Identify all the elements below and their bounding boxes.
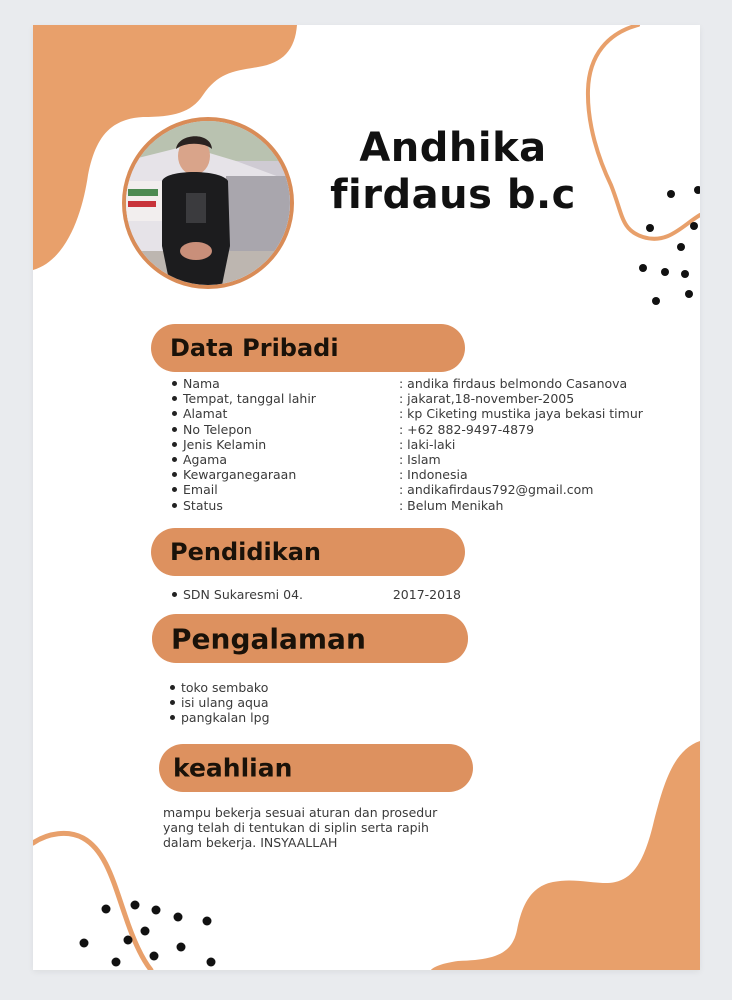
table-row	[171, 391, 643, 406]
row-value: : jakarat,18-november-2005	[399, 391, 575, 407]
row-label: No Telepon	[171, 422, 399, 437]
row-value: : Indonesia	[399, 467, 468, 483]
skills-line: dalam bekerja. INSYAALLAH	[163, 835, 338, 851]
row-value: : Belum Menikah	[399, 497, 504, 513]
section-title-skills: keahlian	[173, 753, 293, 783]
section-header-experience	[152, 614, 468, 663]
experience-list	[169, 680, 270, 726]
row-label: Agama	[171, 452, 399, 467]
table-row	[171, 406, 643, 421]
skills-description	[163, 805, 437, 851]
table-row	[171, 452, 643, 467]
row-label: Status	[171, 498, 399, 513]
skills-line: yang telah di tentukan di siplin serta rapih	[163, 820, 429, 836]
list-item: toko sembako	[169, 680, 270, 695]
section-title-personal: Data Pribadi	[170, 334, 339, 362]
row-label: Jenis Kelamin	[171, 437, 399, 452]
school-name: SDN Sukaresmi 04.	[183, 587, 303, 602]
list-item: pangkalan lpg	[169, 710, 270, 725]
candidate-name	[313, 125, 593, 219]
skills-line: mampu bekerja sesuai aturan dan prosedur	[163, 805, 438, 820]
row-value: : Islam	[399, 451, 441, 467]
row-value: : andikafirdaus792@gmail.com	[399, 482, 594, 498]
bottom-left-dots	[80, 901, 216, 967]
section-title-experience: Pengalaman	[171, 622, 366, 655]
row-label: Kewarganegaraan	[171, 467, 399, 482]
row-value: : andika firdaus belmondo Casanova	[399, 376, 628, 391]
row-label: Nama	[171, 376, 399, 391]
name-line-1: Andhika	[359, 125, 547, 171]
list-item: isi ulang aqua	[169, 695, 270, 710]
profile-photo	[122, 117, 294, 289]
list-item	[171, 587, 461, 602]
section-header-education	[151, 528, 465, 576]
row-value: : +62 882-9497-4879	[399, 421, 535, 437]
education-list	[171, 587, 461, 602]
top-right-outline-curve	[588, 25, 700, 239]
table-row	[171, 467, 643, 482]
person-photo-illustration	[126, 121, 290, 285]
table-row	[171, 437, 643, 452]
row-value: : laki-laki	[399, 436, 456, 452]
row-label: Email	[171, 482, 399, 497]
name-line-2: firdaus b.c	[330, 172, 576, 218]
table-row	[171, 422, 643, 437]
top-right-dots	[639, 186, 700, 305]
section-title-education: Pendidikan	[170, 538, 322, 566]
school-years: 2017-2018	[392, 587, 461, 602]
row-label: Tempat, tanggal lahir	[171, 391, 399, 406]
personal-data-table	[171, 376, 643, 513]
table-row	[171, 482, 643, 497]
row-label: Alamat	[171, 406, 399, 421]
section-header-personal	[151, 324, 465, 372]
row-value: : kp Ciketing mustika jaya bekasi timur	[399, 406, 643, 422]
table-row	[171, 376, 643, 391]
table-row	[171, 498, 643, 513]
cv-page	[33, 25, 700, 970]
section-header-skills	[159, 744, 473, 792]
